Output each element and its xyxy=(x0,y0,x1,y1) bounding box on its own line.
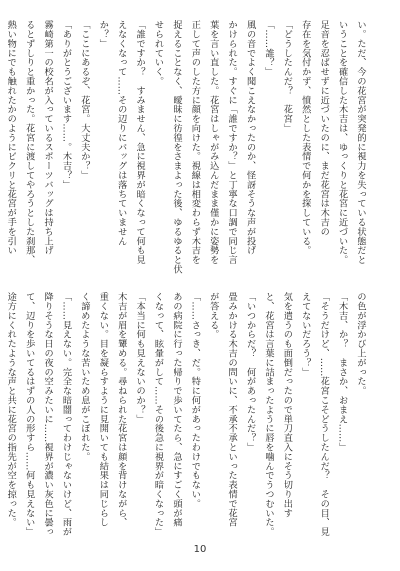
text-line: 重くない。目を凝らすように見開いても結果は同じらし xyxy=(97,292,109,527)
text-line: 「誰ですか？ すみません、急に視界が暗くなって何も見 xyxy=(134,20,146,265)
text-line: あの病院に行った帰りで歩いてたら、急にすごく頭が痛 xyxy=(170,292,182,527)
text-line: 「……さっき、だ。特に何があったわけでもない。 xyxy=(189,292,201,509)
text-line: 途方にくれたような声と共に花宮の指先が空を掠った。 xyxy=(5,292,17,527)
upper-text-block xyxy=(5,20,369,278)
text-line: 「そうだけど、……花宮こそどうしたんだ？ その目、見 xyxy=(318,292,330,537)
text-line: 木吉が眉を顰める。尋ねられた花宮は顔を背けながら、 xyxy=(115,292,127,527)
text-line: 「……誰？」 xyxy=(262,20,274,77)
text-line: 熱い物にでも触れたかのようにビクリと花宮が手を引い xyxy=(5,20,17,255)
text-line: 「いつからだ？ 何があったんだ？」 xyxy=(244,292,256,452)
text-line: かけられた。すぐに「誰ですか？」と丁寧な口調で同じ言 xyxy=(226,20,238,265)
text-line: 降りそうな日の夜の空みたいに……視界が濃い灰色に曇っ xyxy=(42,292,54,537)
text-line: るとずしりと重かった。花宮に渡してやろうとした刹那、 xyxy=(23,20,35,265)
text-line xyxy=(0,292,1,538)
text-line: 畳みかける木吉の問いに、不承不承といった表情で花宮 xyxy=(226,292,238,527)
text-line: 葉を言い直した。花宮はしゃがみ込んだまま僅かに姿勢を xyxy=(207,20,219,265)
text-line: 霧崎第一の校名が入っているスポーツバッグは持ち上げ xyxy=(42,20,54,255)
page-number: 10 xyxy=(193,544,207,555)
text-line: の色が浮かび上がった。 xyxy=(355,292,366,396)
text-line: い。ただ、今の花宮が突発的に視力を失っている状態だと xyxy=(355,20,366,265)
text-line: 「本当に何も見えないのか？」 xyxy=(134,292,146,424)
text-line: 正して声のした方に顔を向けた。視線は相変わらず木吉を xyxy=(189,20,201,265)
text-line: と、花宮は言葉に詰まったように唇を噛んでうつむいた。 xyxy=(262,292,274,537)
lower-text-block xyxy=(5,292,369,538)
text-line: 気を遣うのも面倒だったので単刀直入にそう切り出す xyxy=(281,292,293,518)
text-line: 捉えることなく、曖昧に彷徨をさまよった後、ゆるゆると伏 xyxy=(170,20,182,274)
text-line: 「……見えない。完全な暗闇ってわけじゃないけど、雨が xyxy=(60,292,72,537)
text-line: くなって、眩暈がして……その後急に視界が暗くなった」 xyxy=(152,292,164,537)
text-line: か？」 xyxy=(97,20,109,49)
text-line: えてないだろう？」 xyxy=(299,292,311,377)
text-line: 足音を忍ばせずに近づいたのに、まだ花宮は木吉の xyxy=(318,20,330,237)
text-line: く諦めたような苦いため息がこぼれた。 xyxy=(78,292,90,462)
text-line: 風の音でよく聞こえなかったのか、怪訝そうな声が投げ xyxy=(244,20,256,255)
text-line: が答える。 xyxy=(207,292,219,339)
text-line: せられていく。 xyxy=(152,20,164,86)
text-line: 「ここにあるぞ、花宮。大丈夫か？」 xyxy=(78,20,90,180)
text-line: 存在を気付かず、憤然とした表情で何かを探している。 xyxy=(299,20,311,255)
text-line xyxy=(0,20,1,278)
text-line: いうことを確信した木吉は、ゆっくりと花宮に近づいた。 xyxy=(336,20,348,265)
text-line: 「ありがとうございます……。木吉？」 xyxy=(60,20,72,190)
text-line: 「木吉、か？ まさか、おまえ……」 xyxy=(336,292,348,452)
text-line: て、辺りを歩いてるはずの人の形すら……何も見えない」 xyxy=(23,292,35,537)
text-line: 「どうしたんだ？ 花宮」 xyxy=(281,20,293,133)
text-line: えなくなって……その辺りにバッグは落ちていません xyxy=(115,20,127,246)
